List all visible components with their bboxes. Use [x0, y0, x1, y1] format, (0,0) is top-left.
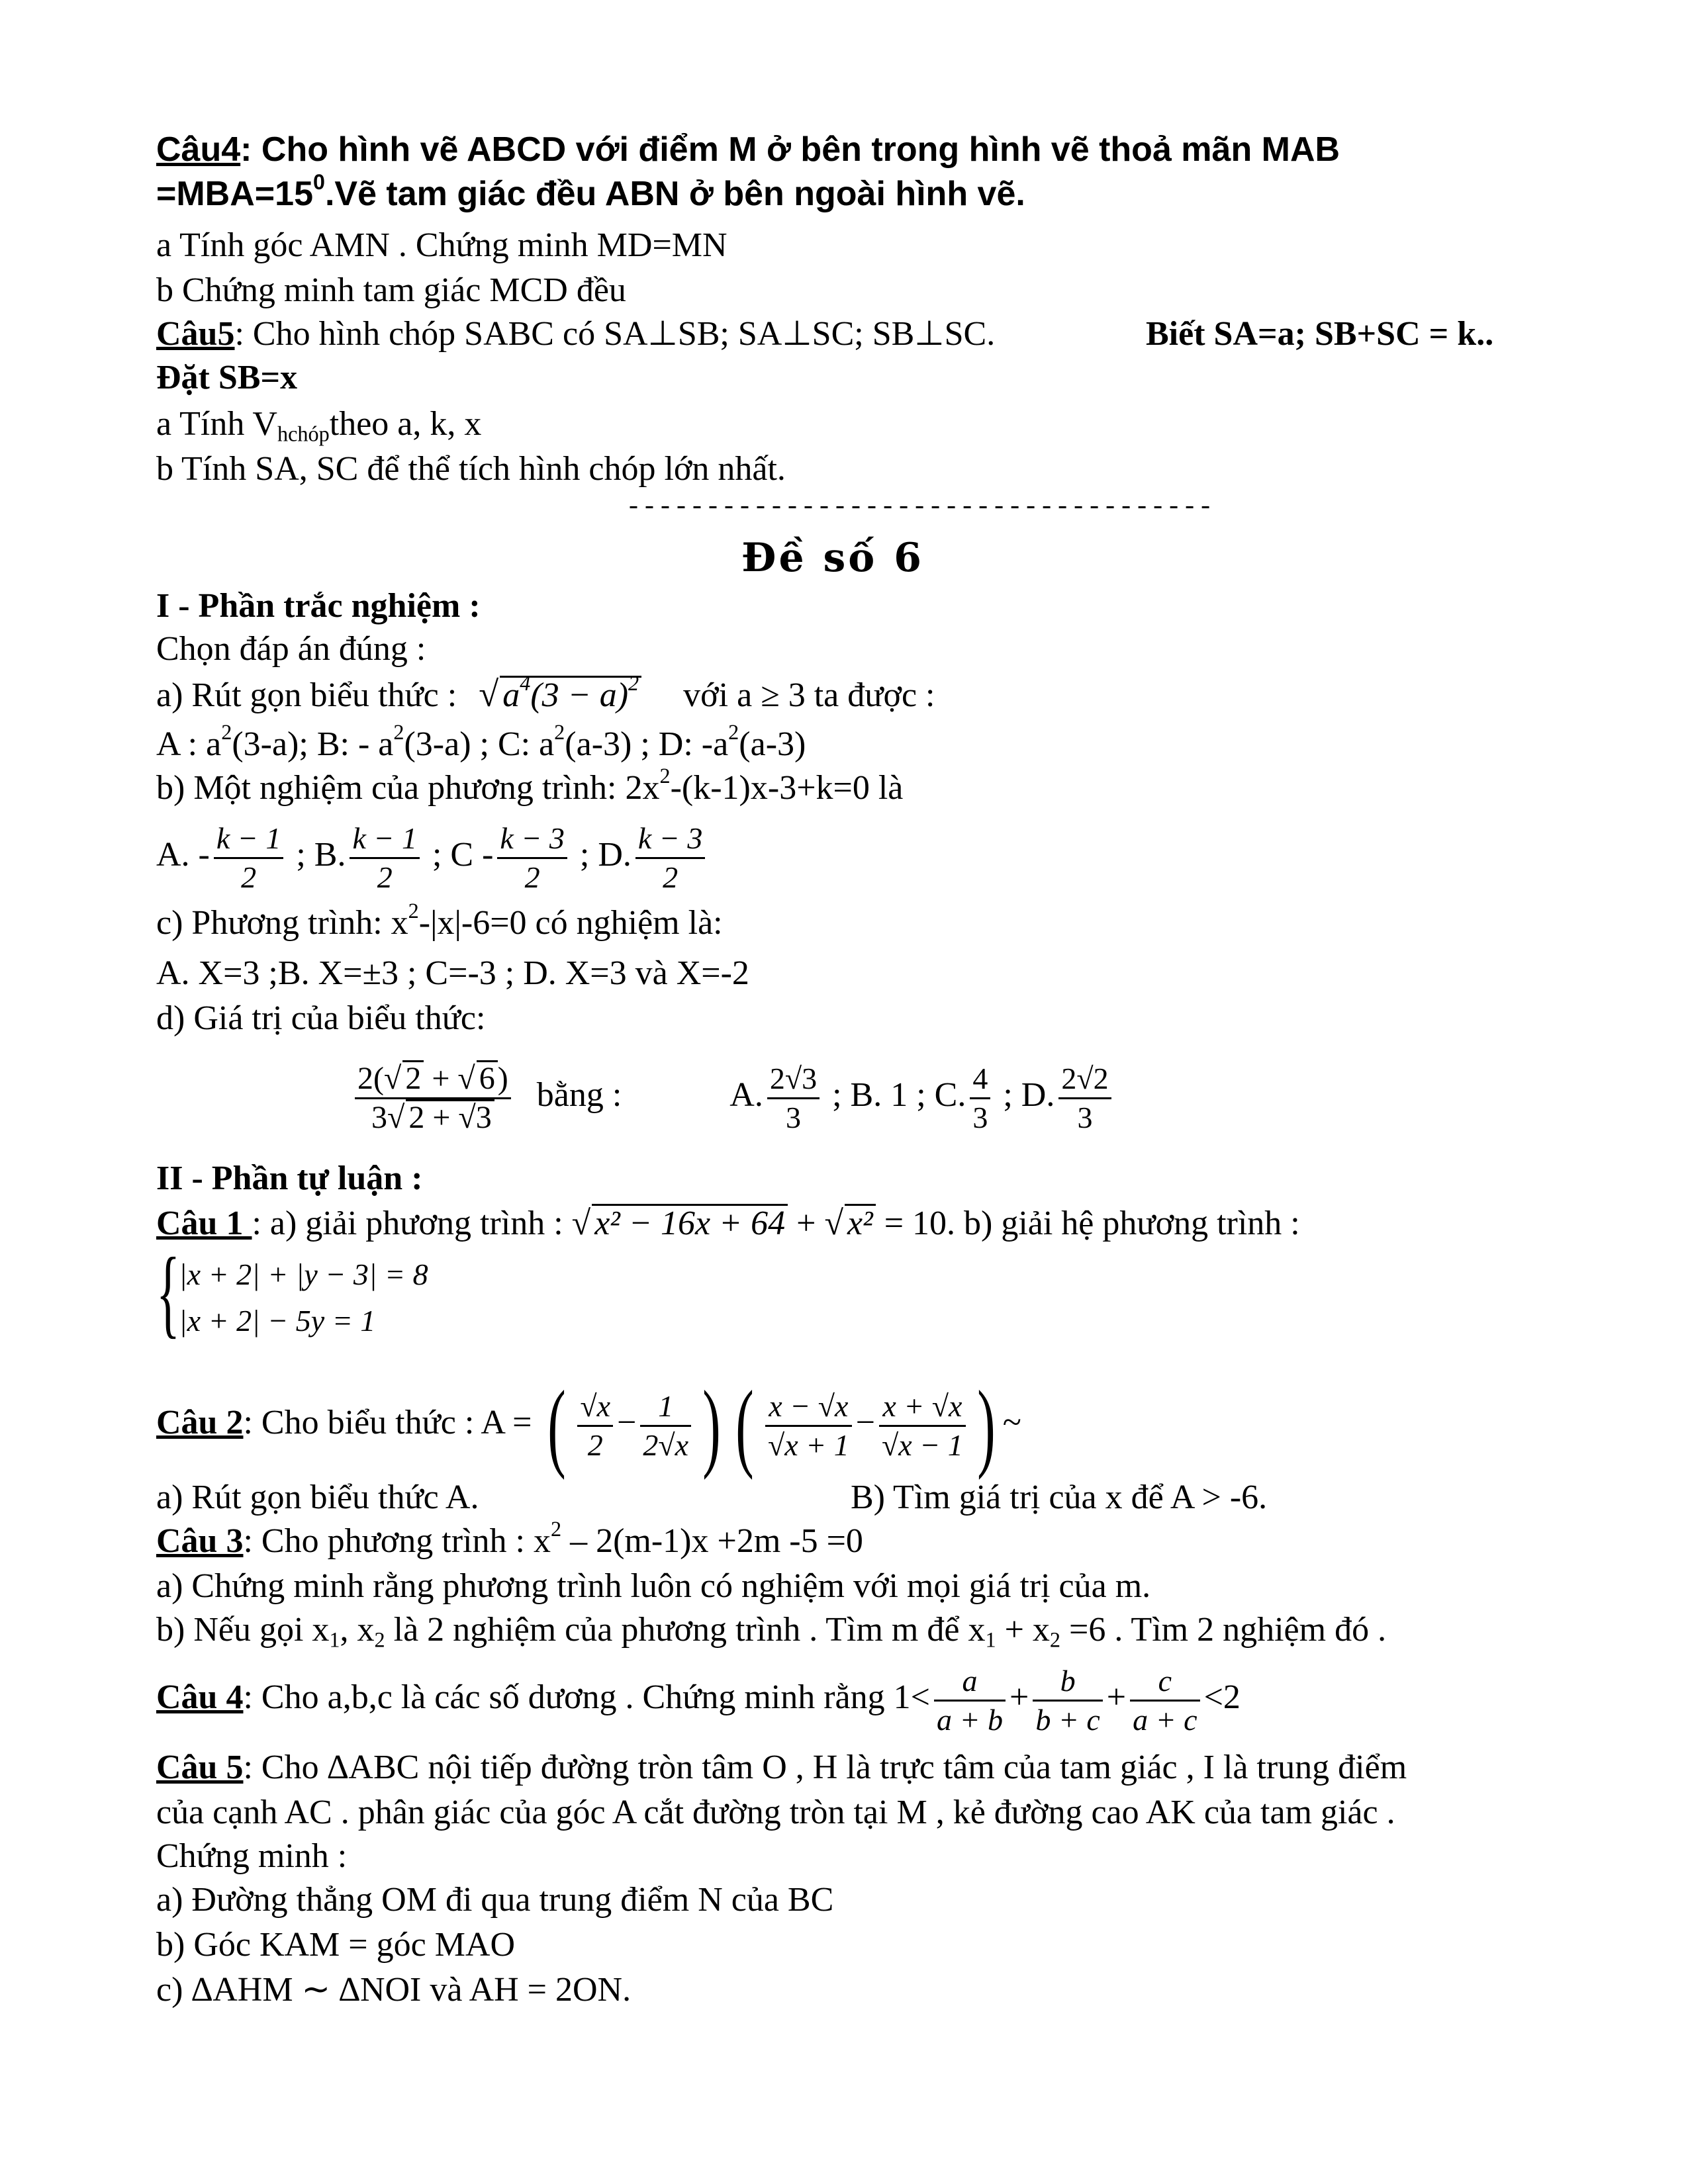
- qd-expression: $\frac{2(√ 2 + √ 6)}{3√ 2 + √3}$ bằng : A. $\frac{2√3}{3}$ ; B. 1 ; C. $\frac{4}{3}$ ; D. $\frac{2√2}{3}$: [351, 1046, 1115, 1145]
- c2-frac1: $\frac{√x}{2}$: [577, 1388, 613, 1464]
- c4-frac3: $\frac{c}{a + c}$: [1130, 1662, 1199, 1739]
- cau4-line2-post: .Vẽ tam giác đều ABN ở bên ngoài hình vẽ.: [324, 175, 1025, 213]
- cau4-a: a Tính góc AMN . Chứng minh MD=MN: [156, 226, 727, 264]
- cau5-b: b Tính SA, SC để thể tích hình chóp lớn nhất.: [156, 450, 786, 488]
- separator-line: -------------------------------------: [626, 493, 1214, 523]
- cau4-degree: 0: [313, 169, 325, 194]
- cau4-line: Câu 4: Cho a,b,c là các số dương . Chứng minh rằng 1< $\frac{a}{a + b}$ + $\frac{b}{b + c}$ + $\frac{c}{a + c}$ <2: [156, 1655, 1241, 1741]
- system-eq1: |x + 2| + |y − 3| = 8: [179, 1257, 428, 1291]
- qa-answers: A : $a^2(3-a)$; B: - $a^2(3-a)$ ; C: $a^2(a-3)$ ; D: $-a^2(a-3)$: [156, 719, 806, 763]
- exam-title: Đề số 6: [741, 535, 924, 581]
- cau5-label: Câu5: [156, 315, 235, 353]
- cau4-line2: [156, 169, 1025, 214]
- cau5-line1: [156, 314, 1494, 355]
- qd-frac-D: $\frac{2√2}{3}$: [1058, 1060, 1111, 1136]
- cau5-a-b: a) Đường thẳng OM đi qua trung điểm N của BC: [156, 1881, 834, 1919]
- qd-bang: bằng :: [536, 1076, 622, 1114]
- part1-heading: I - Phần trắc nghiệm :: [156, 587, 481, 625]
- cau5-text: : Cho hình chóp SABC có SA⊥SB; SA⊥SC; SB⊥SC.: [234, 315, 996, 353]
- c2-frac4: $\frac{x + √x}{√x - 1}$: [879, 1388, 966, 1464]
- cau5-a-pre: a Tính V: [156, 405, 277, 443]
- qb-answers: A. - $\frac{k - 1}{2}$ ; B. $\frac{k - 1}{2}$ ; C - $\frac{k - 3}{2}$ ; D. $\frac{k - 3}{2}$: [156, 815, 709, 896]
- c4-frac1: $\frac{a}{a + b}$: [934, 1662, 1006, 1739]
- system-eq2: |x + 2| − 5y = 1: [179, 1304, 376, 1338]
- qb-frac-D: $\frac{k - 3}{2}$: [635, 820, 705, 896]
- qc-answers: A. X=3 ;B. X=±3 ; C=-3 ; D. X=3 và X=-2: [156, 954, 749, 992]
- cau5-a-post: theo a, k, x: [329, 405, 482, 443]
- cau3-a: a) Chứng minh rằng phương trình luôn có nghiệm với mọi giá trị của m.: [156, 1567, 1151, 1605]
- qb-frac-C: $\frac{k - 3}{2}$: [497, 820, 567, 896]
- cau4b-label: Câu 4: [156, 1678, 244, 1716]
- cau2-label: Câu 2: [156, 1404, 244, 1441]
- question-d: d) Giá trị của biểu thức:: [156, 999, 486, 1037]
- cau4-text: : Cho hình vẽ ABCD với điểm M ở bên trong hình vẽ thoả mãn MAB: [240, 130, 1340, 169]
- cau5-line3b: Chứng minh :: [156, 1837, 348, 1875]
- qb-frac-B: $\frac{k - 1}{2}$: [350, 820, 419, 896]
- c4-frac2: $\frac{b}{b + c}$: [1033, 1662, 1102, 1739]
- cau5-b-b: b) Góc KAM = góc MAO: [156, 1926, 516, 1964]
- cau5-a: [156, 404, 481, 445]
- cau2-b: B) Tìm giá trị của x để A > -6.: [851, 1479, 1268, 1516]
- cau5-line2: Đặt SB=x: [156, 359, 298, 396]
- question-a: a) Rút gọn biểu thức : √ $a^4(3 - a)^2$ với a ≥ 3 ta được :: [156, 670, 935, 714]
- cau3-line: Câu 3: Cho phương trình : $x^2 - 2(m-1)x +2m$ -5 =0: [156, 1516, 863, 1560]
- cau2-a: a) Rút gọn biểu thức A.: [156, 1479, 479, 1516]
- cau4-line1: [156, 129, 1340, 170]
- cau4-label: Câu4: [156, 130, 241, 169]
- cau1-radical1: x² − 16x + 64: [592, 1204, 788, 1242]
- cau3-label: Câu 3: [156, 1522, 244, 1560]
- c2-frac2: $\frac{1}{2√x}$: [640, 1388, 691, 1464]
- cau5b-label: Câu 5: [156, 1749, 244, 1786]
- qd-main-frac: $\frac{2(√ 2 + √ 6)}{3√ 2 + √3}$: [355, 1060, 511, 1136]
- cau1-line: Câu 1 : a) giải phương trình : √ x² − 16x + 64 + √ x² = 10. b) giải hệ phương trình :: [156, 1205, 1300, 1242]
- cau4-line2-pre: =MBA=15: [156, 175, 313, 213]
- cau4-b: b Chứng minh tam giác MCD đều: [156, 271, 626, 309]
- part2-heading: II - Phần tự luận :: [156, 1160, 423, 1197]
- cau5-given: Biết SA=a; SB+SC = k..: [1146, 315, 1494, 353]
- qb-frac-A: $\frac{k - 1}{2}$: [214, 820, 283, 896]
- question-c: c) Phương trình: $x^2-|x|-6=0$ có nghiệm là:: [156, 898, 723, 942]
- cau3-b: b) Nếu gọi $x_1$, $x_2$ là 2 nghiệm của phương trình . Tìm m để $x_1 + x_2 =6$ . Tìm 2 nghiệm đó .: [156, 1611, 1387, 1652]
- cau5-c-b: c) ∆AHM ∼ ∆NOI và AH = 2ON.: [156, 1971, 632, 2009]
- cau5-line2b: của cạnh AC . phân giác của góc A cắt đường tròn tại M , kẻ đường cao AK của tam giác .: [156, 1794, 1395, 1831]
- qa-prefix: a) Rút gọn biểu thức :: [156, 676, 457, 714]
- cau5-line1b: Câu 5: Cho ∆ABC nội tiếp đường tròn tâm O , H là trực tâm của tam giác , I là trung điểm: [156, 1749, 1407, 1786]
- qd-frac-A: $\frac{2√3}{3}$: [767, 1060, 820, 1136]
- qd-frac-C: $\frac{4}{3}$: [970, 1060, 990, 1136]
- c2-frac3: $\frac{x - √x}{√x + 1}$: [765, 1388, 852, 1464]
- cau1-radical2: x²: [845, 1204, 876, 1242]
- system-brace: {: [156, 1238, 180, 1347]
- qa-radical: $a^4(3 - a)^2$: [500, 676, 641, 714]
- cau1-label: Câu 1: [156, 1205, 252, 1242]
- cau2-line: Câu 2: Cho biểu thức : A = ( $\frac{√x}{2}$ − $\frac{1}{2√x}$ ) ( $\frac{x - √x}{√x + 1}$ − $\frac{x + √x}{√x - 1}$ ) ~: [156, 1371, 1021, 1481]
- qa-condition: với a ≥ 3 ta được :: [683, 676, 935, 714]
- question-b: b) Một nghiệm của phương trình: $2x^2-(k-1)x-3+k=0$ là: [156, 763, 904, 807]
- part1-instruction: Chọn đáp án đúng :: [156, 630, 426, 668]
- cau5-a-sub: hchóp: [277, 422, 330, 446]
